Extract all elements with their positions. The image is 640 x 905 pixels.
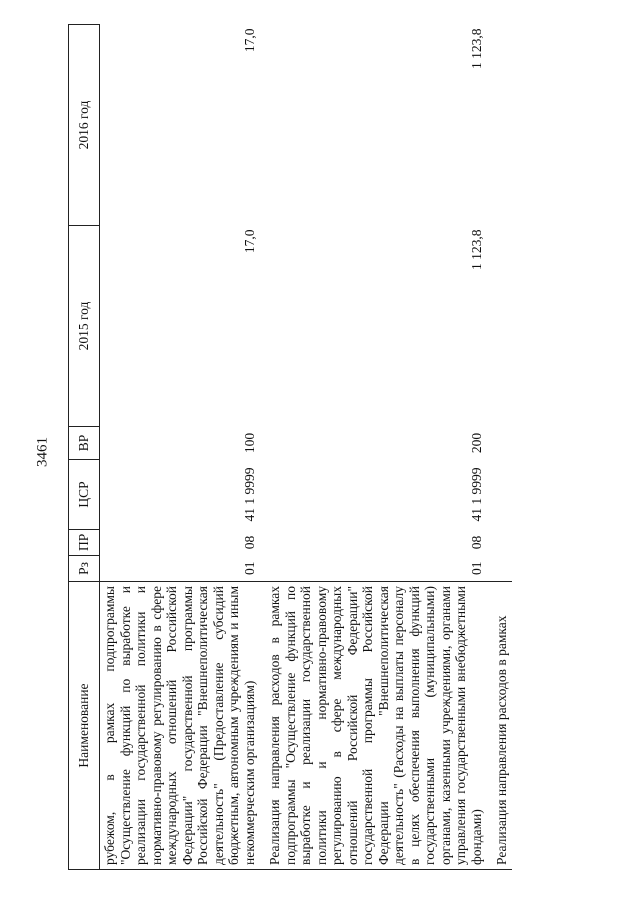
row-vr: 200 [468, 432, 484, 454]
row-vr: 100 [241, 432, 257, 454]
row-rz [486, 556, 512, 582]
row-name: Реализация направления расходов в рамках [486, 582, 512, 870]
row-pr: 08 [241, 535, 257, 550]
rotated-table-page [68, 25, 613, 870]
page-number: 3461 [34, 437, 51, 467]
row-pr [486, 530, 512, 556]
header-pr: ПР [69, 530, 100, 556]
table-row [100, 25, 260, 870]
row-2016: 1 123,8 [468, 28, 484, 69]
row-2016 [486, 25, 512, 226]
row-rz: 01 [468, 561, 484, 575]
budget-table [68, 24, 512, 870]
row-2015: 1 123,8 [468, 229, 484, 270]
table-header-row [69, 25, 100, 870]
row-2015 [486, 226, 512, 427]
row-vr [486, 427, 512, 460]
table-row [486, 25, 512, 870]
table-row [259, 25, 486, 870]
row-rz: 01 [241, 561, 257, 575]
header-name: Наименование [69, 582, 100, 870]
row-csr [486, 460, 512, 530]
header-2016: 2016 год [69, 25, 100, 226]
header-2015: 2015 год [69, 226, 100, 427]
header-vr: ВР [69, 427, 100, 460]
row-name: рубежом, в рамках подпрограммы "Осуществление функций по выработке и реализации государственной политики и нормативно-правовому регулированию в сфере международных отношений Российской Федерации" государственной программы Российской Федерации "Внешнеполитическая деятельность" (Предоставление субсидий бюджетным, автономным учреждениям и иным некоммерческим организациям) [100, 582, 260, 870]
row-2016: 17,0 [241, 28, 257, 53]
header-rz: Рз [69, 556, 100, 582]
row-name: Реализация направления расходов в рамках подпрограммы "Осуществление функций по выработке и реализации государственной политики и нормативно-правовому регулированию в сфере международных отношений Российской Федерации" государственной программы Российской Федерации "Внешнеполитическая деятельность" (Расходы на выплаты персоналу в целях обеспечения выполнения функций государственными (муниципальными) органами, казенными учреждениями, органами управления государственными внебюджетными фондами) [259, 582, 486, 870]
row-csr: 41 1 9999 [468, 467, 484, 522]
row-pr: 08 [468, 535, 484, 550]
row-2015: 17,0 [241, 229, 257, 254]
row-csr: 41 1 9999 [241, 467, 257, 522]
header-csr: ЦСР [69, 460, 100, 530]
